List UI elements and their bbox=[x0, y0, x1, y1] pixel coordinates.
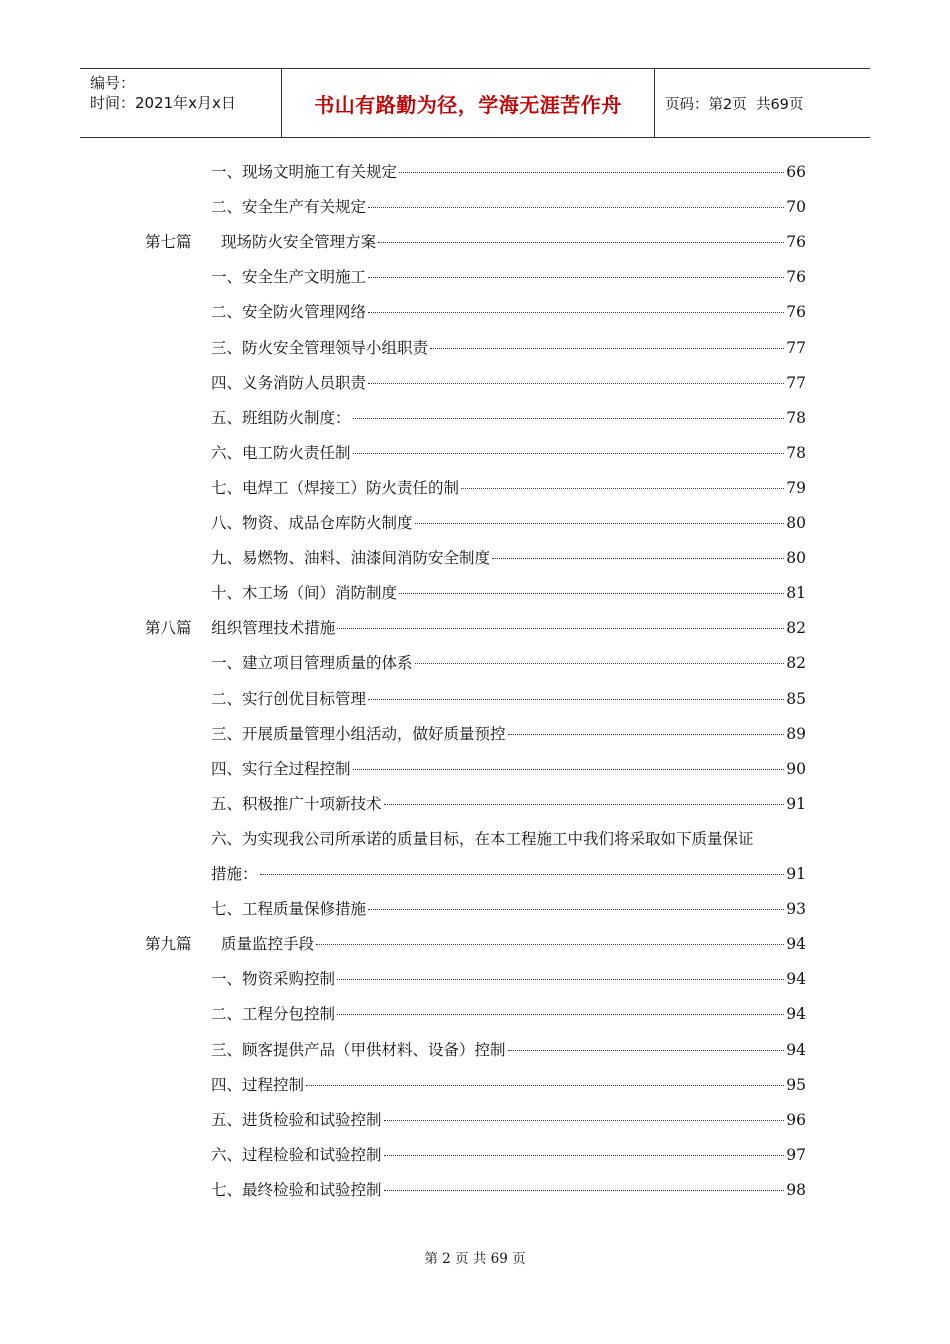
toc-entry[interactable] bbox=[211, 757, 806, 779]
toc-entry-title: 一、现场文明施工有关规定 bbox=[211, 163, 398, 181]
toc-entry-title: 三、顾客提供产品（甲供材料、设备）控制 bbox=[211, 1040, 506, 1059]
dot-leader bbox=[368, 699, 784, 700]
toc-page-number: 81 bbox=[786, 584, 806, 603]
dot-leader bbox=[384, 1190, 785, 1191]
toc-entry-title: 五、进货检验和试验控制 bbox=[211, 1110, 382, 1129]
toc-page-number: 98 bbox=[786, 1180, 806, 1199]
dot-leader bbox=[306, 1085, 784, 1086]
dot-leader bbox=[368, 312, 784, 313]
toc-entry-title: 二、工程分包控制 bbox=[211, 1005, 336, 1024]
toc-entry-title: 四、过程控制 bbox=[211, 1075, 305, 1094]
dot-leader bbox=[353, 769, 785, 770]
dot-leader bbox=[461, 488, 784, 489]
header-meta bbox=[80, 69, 282, 137]
toc-page-number: 76 bbox=[786, 268, 806, 287]
page-footer: 第 2 页 共 69 页 bbox=[424, 1251, 526, 1267]
toc-page-number: 94 bbox=[786, 1040, 806, 1059]
dot-leader bbox=[368, 277, 784, 278]
toc-page-number: 80 bbox=[786, 514, 806, 532]
toc-page-number: 79 bbox=[786, 478, 806, 497]
toc-entry[interactable] bbox=[211, 371, 806, 393]
dot-leader bbox=[384, 1120, 785, 1121]
toc-entry-title: 一、安全生产文明施工 bbox=[211, 268, 367, 287]
toc-entry-title: 六、过程检验和试验控制 bbox=[211, 1145, 382, 1164]
toc-page-number: 94 bbox=[786, 970, 806, 989]
dot-leader bbox=[399, 172, 784, 173]
toc-page-number: 80 bbox=[786, 549, 806, 568]
toc-entry[interactable] bbox=[211, 546, 806, 568]
document-time: 时间：2021年x月x日 bbox=[90, 94, 236, 112]
toc-entry-title: 措施： bbox=[211, 865, 258, 883]
toc-page-number: 90 bbox=[786, 759, 806, 778]
toc-page-number: 95 bbox=[786, 1075, 806, 1094]
toc-entry-title: 四、实行全过程控制 bbox=[211, 759, 351, 778]
toc-page-number: 66 bbox=[786, 163, 806, 181]
toc-page-number: 78 bbox=[786, 408, 806, 427]
toc-entry-title: 五、班组防火制度： bbox=[211, 408, 351, 427]
toc-entry[interactable] bbox=[211, 406, 806, 428]
toc-page-number: 78 bbox=[786, 443, 806, 462]
dot-leader bbox=[337, 979, 784, 980]
dot-leader bbox=[337, 628, 784, 629]
dot-leader bbox=[492, 558, 784, 559]
toc-entry-title: 二、安全生产有关规定 bbox=[211, 198, 367, 217]
dot-leader bbox=[430, 348, 784, 349]
toc-page-number: 94 bbox=[786, 935, 806, 954]
toc-page-number: 85 bbox=[786, 689, 806, 708]
toc-page-number: 77 bbox=[786, 373, 806, 392]
toc-entry-title: 一、建立项目管理质量的体系 bbox=[211, 654, 413, 673]
dot-leader bbox=[378, 242, 784, 243]
toc-entry[interactable] bbox=[211, 722, 806, 744]
toc-entry[interactable] bbox=[211, 1002, 806, 1024]
toc-entry-title: 二、实行创优目标管理 bbox=[211, 689, 367, 708]
page-header bbox=[80, 68, 870, 138]
toc-entry[interactable] bbox=[211, 1108, 806, 1130]
toc-entry[interactable] bbox=[211, 651, 806, 673]
document-number-label: 编号： bbox=[90, 74, 136, 92]
toc-entry-title: 第八篇 组织管理技术措施 bbox=[145, 619, 336, 638]
toc-entry-title: 六、电工防火责任制 bbox=[211, 443, 351, 462]
toc-entry[interactable] bbox=[211, 476, 806, 498]
toc-page-number: 91 bbox=[786, 865, 806, 883]
toc-entry-title: 二、安全防火管理网络 bbox=[211, 303, 367, 322]
toc-page-number: 91 bbox=[786, 794, 806, 813]
dot-leader bbox=[368, 207, 784, 208]
toc-page-number: 76 bbox=[786, 233, 806, 252]
dot-leader bbox=[353, 453, 785, 454]
toc-chapter-entry[interactable] bbox=[145, 616, 806, 638]
toc-page-number: 77 bbox=[786, 338, 806, 357]
toc-entry[interactable] bbox=[211, 1143, 806, 1165]
toc-page-number: 89 bbox=[786, 724, 806, 743]
toc-entry[interactable] bbox=[211, 265, 806, 287]
toc-entry-title: 七、最终检验和试验控制 bbox=[211, 1180, 382, 1199]
toc-entry-title: 五、积极推广十项新技术 bbox=[211, 794, 382, 813]
toc-entry[interactable] bbox=[211, 862, 806, 884]
toc-entry-title: 三、防火安全管理领导小组职责 bbox=[211, 338, 429, 357]
toc-entry[interactable] bbox=[211, 687, 806, 709]
toc-entry[interactable] bbox=[211, 897, 806, 919]
toc-entry[interactable] bbox=[211, 1178, 806, 1200]
toc-entry-title: 七、电焊工（焊接工）防火责任的制 bbox=[211, 478, 460, 497]
header-motto: 书山有路勤为径，学海无涯苦作舟 bbox=[282, 69, 655, 137]
toc-entry-title: 九、易燃物、油料、油漆间消防安全制度 bbox=[211, 549, 491, 568]
header-page-info: 页码：第2页 共69页 bbox=[665, 96, 804, 113]
toc-page-number: 82 bbox=[786, 619, 806, 638]
dot-leader bbox=[399, 593, 784, 594]
toc-chapter-entry[interactable] bbox=[145, 230, 806, 252]
toc-page-number: 82 bbox=[786, 654, 806, 673]
toc-entry-title: 第七篇 现场防火安全管理方案 bbox=[145, 233, 377, 252]
toc-page-number: 96 bbox=[786, 1110, 806, 1129]
toc-entry[interactable] bbox=[211, 1038, 806, 1060]
dot-leader bbox=[384, 1155, 785, 1156]
toc-page-number: 76 bbox=[786, 303, 806, 322]
toc-entry-title: 八、物资、成品仓库防火制度 bbox=[211, 514, 413, 532]
toc-entry-title: 十、木工场（间）消防制度 bbox=[211, 584, 398, 603]
toc-entry-line: 六、为实现我公司所承诺的质量目标，在本工程施工中我们将采取如下质量保证 bbox=[211, 829, 754, 848]
dot-leader bbox=[353, 418, 785, 419]
dot-leader bbox=[415, 523, 785, 524]
dot-leader bbox=[508, 1050, 785, 1051]
toc-entry[interactable] bbox=[211, 581, 806, 603]
toc-entry-title: 四、义务消防人员职责 bbox=[211, 373, 367, 392]
toc-entry[interactable] bbox=[211, 792, 806, 814]
toc-page-number: 70 bbox=[786, 198, 806, 217]
dot-leader bbox=[415, 663, 785, 664]
toc-entry-title: 三、开展质量管理小组活动，做好质量预控 bbox=[211, 724, 506, 743]
toc-entry[interactable] bbox=[211, 300, 806, 322]
toc-chapter-entry[interactable] bbox=[145, 932, 806, 954]
toc-page-number: 93 bbox=[786, 900, 806, 919]
toc-page-number: 94 bbox=[786, 1005, 806, 1024]
dot-leader bbox=[368, 383, 784, 384]
dot-leader bbox=[260, 874, 785, 875]
dot-leader bbox=[337, 1014, 784, 1015]
toc-entry[interactable] bbox=[211, 967, 806, 989]
toc-entry-title: 七、工程质量保修措施 bbox=[211, 900, 367, 919]
dot-leader bbox=[508, 734, 785, 735]
toc-entry[interactable] bbox=[211, 336, 806, 358]
toc-page-number: 97 bbox=[786, 1145, 806, 1164]
toc-entry[interactable] bbox=[211, 195, 806, 217]
dot-leader bbox=[316, 944, 784, 945]
toc-entry-title: 第九篇 质量监控手段 bbox=[145, 935, 315, 954]
dot-leader bbox=[384, 804, 785, 805]
toc-entry[interactable] bbox=[211, 160, 806, 182]
toc-entry[interactable] bbox=[211, 441, 806, 463]
toc-entry[interactable] bbox=[211, 1073, 806, 1095]
dot-leader bbox=[368, 909, 784, 910]
toc-entry[interactable] bbox=[211, 511, 806, 533]
toc-entry-title: 一、物资采购控制 bbox=[211, 970, 336, 989]
